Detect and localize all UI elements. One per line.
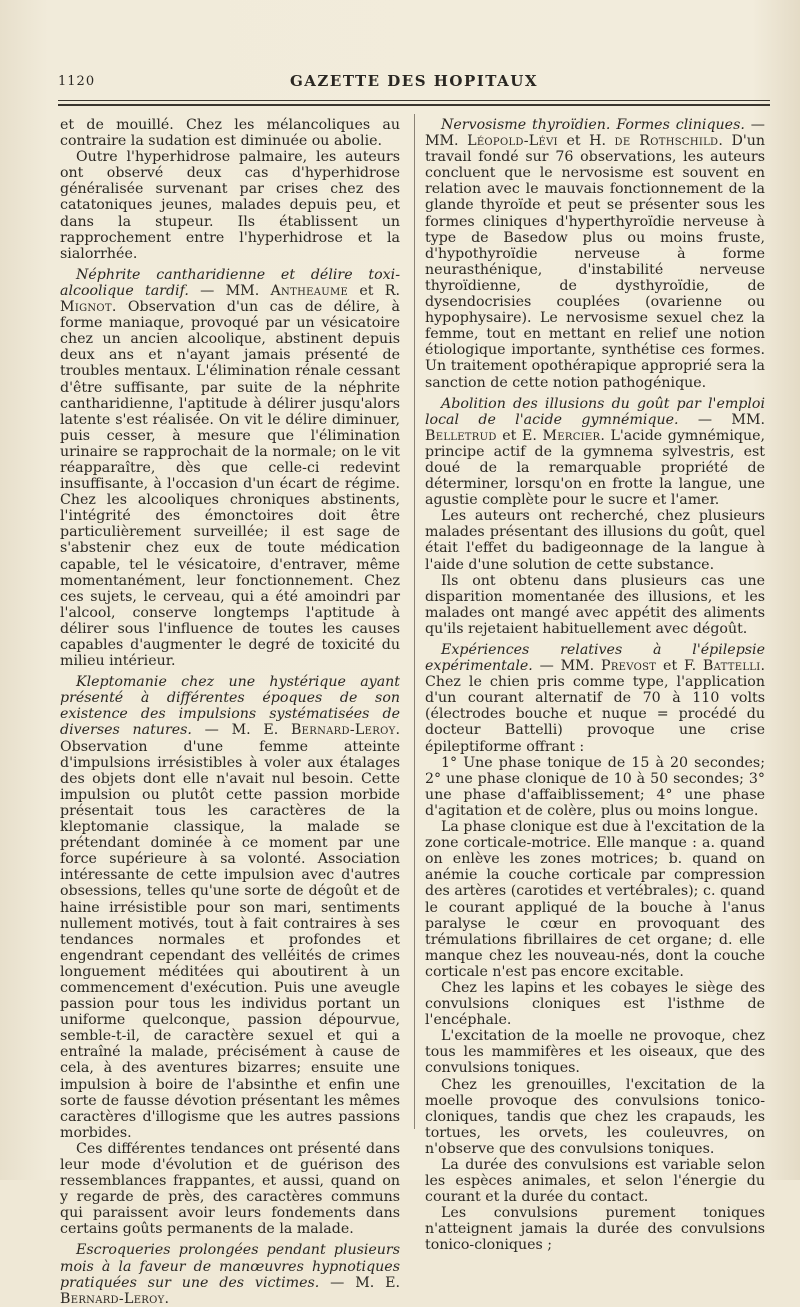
header-rule-thick bbox=[58, 104, 770, 106]
page-header bbox=[58, 74, 770, 98]
article-title: Abolition des illusions du goût par l'emploi local de l'acide gymnémique. bbox=[425, 395, 765, 428]
article-body: . L'acide gymnémique, principe actif de la gymnema sylvestris, est doué de la remarquable propriété de déterminer, lorsqu'on en frotte la langue, une agustie complète pour le sucre et l'amer. bbox=[425, 427, 765, 509]
conjunction: et E. bbox=[496, 427, 543, 444]
paragraph: Ces différentes tendances ont présenté dans leur mode d'évolution et de guérison des ressemblances frappantes, et aussi, quand on y regarde de près, des caractères communs qui paraissent avoir leurs fondements dans certains goûts permanents de la malade. bbox=[60, 1140, 400, 1238]
paragraph: Les auteurs ont recherché, chez plusieurs malades présentant des illusions du goût, quel était l'effet du badigeonnage de la langue à l'aide d'une solution de cette substance. bbox=[425, 508, 765, 573]
author-name: Léopold-Lévi bbox=[467, 133, 558, 150]
dash: — MM. bbox=[425, 117, 765, 150]
article-title: Kleptomanie chez une hystérique ayant présenté à différentes époques de son existence des impulsions systématisées de diverses natures. bbox=[60, 674, 400, 739]
article-gymnemique bbox=[425, 396, 765, 509]
article-title: Néphrite cantharidienne et délire toxi-alcoolique tardif. bbox=[60, 266, 400, 299]
paragraph: et de mouillé. Chez les mélancoliques au contraire la sudation est diminuée ou abolie. bbox=[60, 117, 400, 150]
right-column bbox=[425, 117, 765, 1254]
article-epilepsie bbox=[425, 642, 765, 755]
paragraph: Chez les lapins et les cobayes le siège des convulsions cloniques est l'isthme de l'encéphale. bbox=[425, 979, 765, 1029]
paragraph: Outre l'hyperhidrose palmaire, les auteurs ont observé deux cas d'hyperhidrose généralisée survenant par crises chez des catatoniques jeunes, malades depuis peu, et dans la stupeur. Ils établissent un rapprochement entre l'hyperhidrose et la sialorrhée. bbox=[60, 149, 400, 262]
article-body: . Chez le chien pris comme type, l'application d'un courant alternatif de 70 à 110 volts (électrodes bouche et nuque = procédé du docteur Battelli) provoque une crise épileptiforme offrant : bbox=[425, 658, 765, 755]
article-escroqueries bbox=[60, 1242, 400, 1306]
conjunction: et H. bbox=[557, 133, 615, 150]
article-title: Expériences relatives à l'épilepsie expérimentale. bbox=[425, 642, 765, 675]
article-body: . Observation d'une femme atteinte d'impulsions irrésistibles à voler aux étalages des objets dont elle n'avait nul besoin. Cette impulsion ou plutôt cette passion morbide présentait tous les caractères de la kleptomanie classique, la malade se prétendant dominée à ce moment par une force supérieure à sa volonté. Association intéressante de cette impulsion avec d'autres obsessions, telles qu'une sorte de dégoût et de haine irrésistible pour son mari, sentiments nullement motivés, tout à fait contraires à ses tendances normales et profondes et engendrant cependant des velléités de crimes longuement méditées qui aboutirent à un commencement d'exécution. Puis une aveugle passion pour tous les individus portant un uniforme quelconque, passion dépourvue, semble-t-il, de caractère sexuel et qui a entraîné la malade, précisément à cause de cela, à des aventures bizarres; ensuite une impulsion à boire de l'absinthe et enfin une sorte de fausse dévotion présentant les mêmes caractères d'illogisme que les autres passions morbides. bbox=[60, 722, 400, 1141]
dash: — MM. bbox=[678, 411, 765, 428]
article-title: Nervosisme thyroïdien. Formes cliniques. bbox=[441, 117, 745, 133]
page-number: 1120 bbox=[58, 74, 96, 89]
paragraph: La phase clonique est due à l'excitation de la zone corticale-motrice. Elle manque : a. quand on enlève les zones motrices; b. quand on anémie la couche corticale par compression des artères (carotides et vertébrales); c. quand le courant appliqué de la bouche à l'anus paralyse le cœur en provoquant des trémulations fibrillaires de cet organe; d. elle manque chez les nouveau-nés, dont la couche corticale n'est pas encore excitable. bbox=[425, 819, 765, 980]
author-name: Belletrud bbox=[425, 427, 497, 444]
left-column bbox=[60, 117, 400, 1307]
conjunction: et F. bbox=[656, 658, 703, 675]
dash: — MM. bbox=[188, 282, 271, 299]
author-name: Mignot bbox=[60, 299, 112, 316]
article-body: . Observation d'un cas de délire, à forme maniaque, provoqué par un vésicatoire chez un ancien alcoolique, abstinent depuis deux ans et n'ayant jamais présenté de troubles mentaux. L'élimination rénale cessant d'être suffisante, par suite de la néphrite cantharidienne, l'aptitude à délirer jusqu'alors latente s'est réalisée. On vit le délire diminuer, puis cesser, à mesure que l'élimination urinaire se rapprochait de la normale; on le vit réapparaître, dès que celle-ci redevint insuffisante, à l'occasion d'un écart de régime. Chez les alcooliques chroniques abstinents, l'intégrité des émonctoires doit être particulièrement surveillée; il est sage de s'abstenir chez eux de toute médication capable, tel le vésicatoire, d'entraver, même momentanément, leur fonctionnement. Chez ces sujets, le cerveau, qui a été amoindri par l'alcool, conserve longtemps l'aptitude à délirer sous l'influence de toutes les causes capables d'augmenter le degré de toxicité du milieu intérieur. bbox=[60, 299, 400, 670]
article-nephrite bbox=[60, 267, 400, 669]
paragraph: Ils ont obtenu dans plusieurs cas une disparition momentanée des illusions, et les malades ont mangé avec appétit des aliments qu'ils rejetaient habituellement avec dégoût. bbox=[425, 572, 765, 637]
paragraph: L'excitation de la moelle ne provoque, chez tous les mammifères et les oiseaux, que des convulsions toniques. bbox=[425, 1028, 765, 1077]
conjunction: et R. bbox=[348, 282, 400, 299]
column-divider bbox=[414, 114, 415, 1129]
dash: — M. E. bbox=[319, 1274, 400, 1291]
author-name: Antheaume bbox=[270, 282, 349, 299]
journal-title: GAZETTE DES HOPITAUX bbox=[289, 72, 538, 90]
article-kleptomanie bbox=[60, 674, 400, 1141]
paragraph: Les convulsions purement toniques n'atteignent jamais la durée des convulsions tonico-cloniques ; bbox=[425, 1205, 765, 1254]
dash: — MM. bbox=[532, 658, 601, 675]
paragraph: La durée des convulsions est variable selon les espèces animales, et selon l'énergie du courant et la durée du contact. bbox=[425, 1157, 765, 1206]
author-name: Mercier bbox=[542, 427, 601, 444]
dash: — M. E. bbox=[191, 722, 291, 739]
period: . bbox=[164, 1290, 170, 1307]
author-name: de Rothschild bbox=[614, 133, 719, 150]
header-rule-thin bbox=[58, 100, 770, 101]
article-nervosisme bbox=[425, 117, 765, 391]
paragraph: 1° Une phase tonique de 15 à 20 secondes; 2° une phase clonique de 10 à 50 secondes; 3° une phase d'affaiblissement; 4° une phase d'agitation et de colère, plus ou moins longue. bbox=[425, 754, 765, 819]
article-body: . D'un travail fondé sur 76 observations, les auteurs concluent que le nervosisme est souvent en relation avec le mauvais fonctionnement de la glande thyroïde et peut se présenter sous les formes cliniques d'hyperthyroïdie nerveuse à type de Basedow plus ou moins fruste, d'hypothyroïdie nerveuse à forme neurasthénique, d'instabilité nerveuse thyroïdienne, de dysthyroïdie, de dysendocrisies couplées (ovarienne ou hypophysaire). Le nervosisme sexuel chez la femme, tout en mettant en relief une notion étiologique importante, synthétise ces formes. Un traitement opothérapique approprié sera la sanction de cette notion pathogénique. bbox=[425, 133, 765, 391]
author-name: Bernard-Leroy bbox=[290, 722, 396, 739]
author-name: Prevost bbox=[600, 658, 657, 675]
article-title: Escroqueries prolongées pendant plusieurs mois à la faveur de manœuvres hypnotiques pratiquées sur une des victimes. bbox=[60, 1242, 400, 1291]
author-name: Battelli bbox=[702, 658, 761, 675]
author-name: Bernard-Leroy bbox=[60, 1290, 165, 1307]
paragraph: Chez les grenouilles, l'excitation de la moelle provoque des convulsions tonico-cloniques, tandis que chez les crapauds, les tortues, les orvets, les couleuvres, on n'observe que des convulsions toniques. bbox=[425, 1076, 765, 1157]
